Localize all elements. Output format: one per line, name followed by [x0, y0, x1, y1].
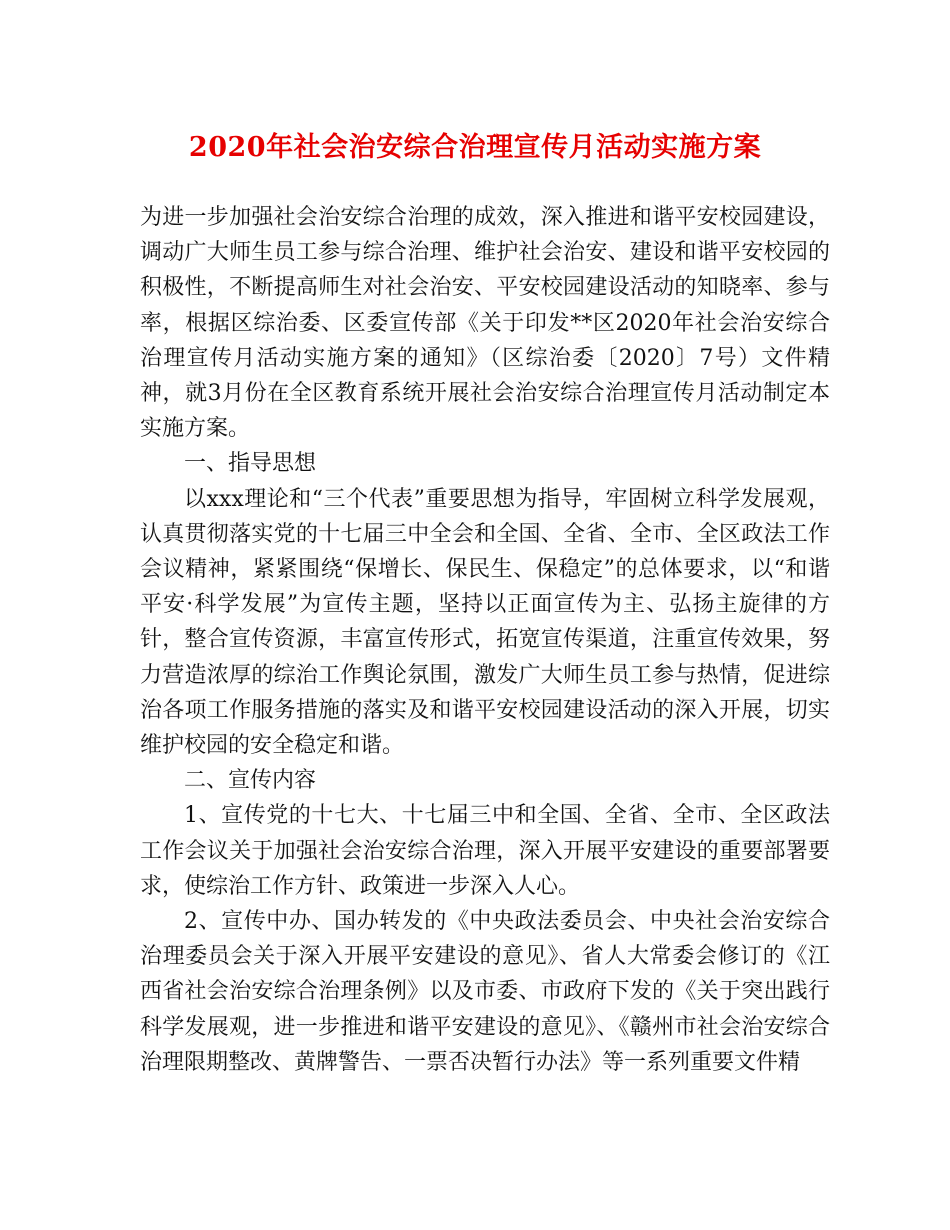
content-item-2: 2、宣传中办、国办转发的《中央政法委员会、中央社会治安综合治理委员会关于深入开展平安建设的意见》、省人大常委会修订的《江西省社会治安综合治理条例》以及市委、市政府下发的《关于突出践行科学发展观，进一步推进和谐平安建设的意见》、《赣州市社会治安综合治理限期整改、黄牌警告、一票否决暂行办法》等一系列重要文件精: [140, 909, 830, 1075]
section-heading-guiding-ideology: 一、指导思想: [184, 451, 317, 477]
content-item-1: 1、宣传党的十七大、十七届三中和全国、全省、全市、全区政法工作会议关于加强社会治安综合治理，深入开展平安建设的重要部署要求，使综治工作方针、政策进一步深入人心。: [140, 803, 830, 899]
intro-paragraph: 为进一步加强社会治安综合治理的成效，深入推进和谐平安校园建设，调动广大师生员工参与综合治理、维护社会治安、建设和谐平安校园的积极性，不断提高师生对社会治安、平安校园建设活动的知晓率、参与率，根据区综治委、区委宣传部《关于印发**区2020年社会治安综合治理宣传月活动实施方案的通知》（区综治委〔2020〕7号）文件精神，就3月份在全区教育系统开展社会治安综合治理宣传月活动制定本实施方案。: [140, 205, 830, 442]
document-title: 2020年社会治安综合治理宣传月活动实施方案: [188, 132, 762, 163]
guiding-ideology-paragraph: 以xxx理论和“三个代表”重要思想为指导，牢固树立科学发展观，认真贯彻落实党的十七届三中全会和全国、全省、全市、全区政法工作会议精神，紧紧围绕“保增长、保民生、保稳定”的总体要求，以“和谐平安·科学发展”为宣传主题，坚持以正面宣传为主、弘扬主旋律的方针，整合宣传资源，丰富宣传形式，拓宽宣传渠道，注重宣传效果，努力营造浓厚的综治工作舆论氛围，激发广大师生员工参与热情，促进综治各项工作服务措施的落实及和谐平安校园建设活动的深入开展，切实维护校园的安全稳定和谐。: [140, 486, 830, 759]
document-body: [140, 200, 830, 1080]
section-heading-publicity-content: 二、宣传内容: [184, 768, 317, 794]
